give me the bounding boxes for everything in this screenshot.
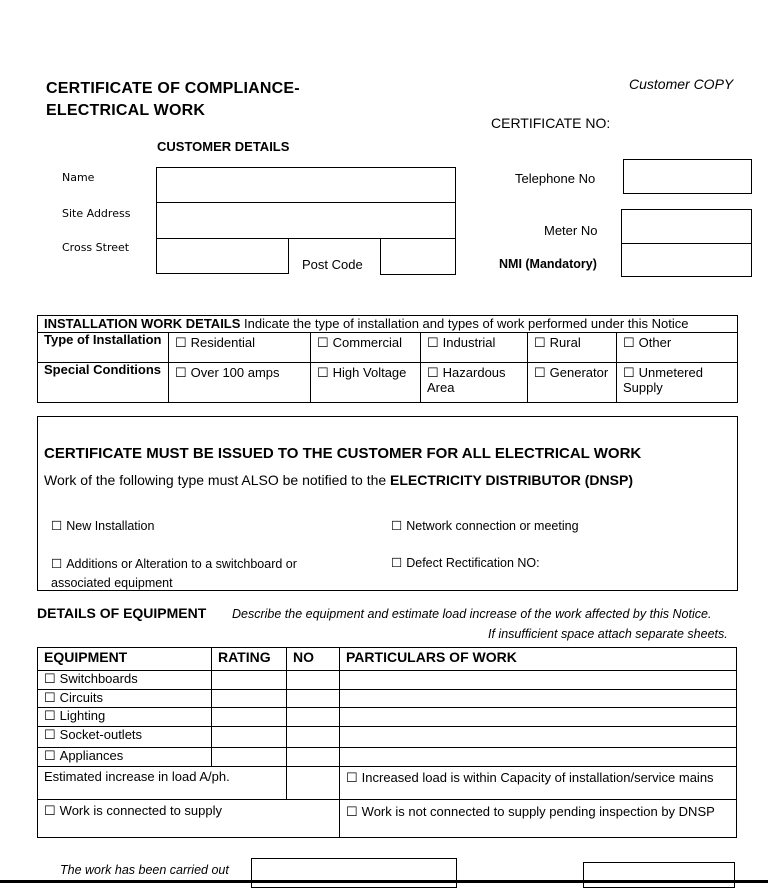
particulars-cell[interactable] <box>340 748 737 767</box>
option-additions-alteration[interactable]: ☐ Additions or Alteration to a switchboard or associated equipment <box>51 557 297 590</box>
nmi-label: NMI (Mandatory) <box>499 257 597 271</box>
telephone-field[interactable] <box>623 159 752 194</box>
type-option-industrial[interactable]: ☐ Industrial <box>421 333 528 363</box>
col-rating-header: RATING <box>212 648 287 671</box>
equipment-description-line-1: Describe the equipment and estimate load increase of the work affected by this Notice. <box>232 607 712 621</box>
type-of-installation-label: Type of Installation <box>38 333 169 363</box>
document-title <box>46 78 300 122</box>
rating-cell[interactable] <box>212 671 287 690</box>
equipment-item-appliances[interactable]: ☐ Appliances <box>38 748 212 767</box>
notification-heading: CERTIFICATE MUST BE ISSUED TO THE CUSTOMER FOR ALL ELECTRICAL WORK <box>44 445 642 462</box>
notification-subtext <box>44 472 633 488</box>
no-cell[interactable] <box>287 727 340 748</box>
no-cell[interactable] <box>287 671 340 690</box>
special-option-unmetered-supply[interactable]: ☐ Unmetered Supply <box>617 363 738 403</box>
particulars-cell[interactable] <box>340 671 737 690</box>
col-no-header: NO <box>287 648 340 671</box>
post-code-label: Post Code <box>302 257 363 272</box>
name-field[interactable] <box>156 167 456 203</box>
title-line-1: CERTIFICATE OF COMPLIANCE- <box>46 80 300 97</box>
title-line-2: ELECTRICAL WORK <box>46 102 206 119</box>
option-network-connection[interactable]: ☐ Network connection or meeting <box>391 519 579 533</box>
type-option-rural[interactable]: ☐ Rural <box>528 333 617 363</box>
special-conditions-label: Special Conditions <box>38 363 169 403</box>
equipment-item-socket-outlets[interactable]: ☐ Socket-outlets <box>38 727 212 748</box>
page-bottom-edge <box>0 880 768 883</box>
notification-subtext-plain: Work of the following type must ALSO be notified to the <box>44 472 391 488</box>
particulars-cell[interactable] <box>340 708 737 727</box>
option-defect-rectification[interactable]: ☐ Defect Rectification NO: <box>391 556 540 570</box>
rating-cell[interactable] <box>212 690 287 708</box>
no-cell[interactable] <box>287 690 340 708</box>
equipment-item-lighting[interactable]: ☐ Lighting <box>38 708 212 727</box>
estimated-load-value[interactable] <box>287 767 340 800</box>
type-option-residential[interactable]: ☐ Residential <box>169 333 311 363</box>
equipment-description-line-2: If insufficient space attach separate sheets. <box>488 627 728 641</box>
increased-load-checkbox[interactable]: ☐ Increased load is within Capacity of installation/service mains <box>340 767 737 800</box>
site-address-label: Site Address <box>62 207 131 220</box>
special-option-over-100-amps[interactable]: ☐ Over 100 amps <box>169 363 311 403</box>
no-cell[interactable] <box>287 748 340 767</box>
nmi-field[interactable] <box>621 243 752 277</box>
name-label: Name <box>62 171 95 184</box>
installation-heading <box>38 316 738 333</box>
type-option-commercial[interactable]: ☐ Commercial <box>311 333 421 363</box>
special-option-hazardous-area[interactable]: ☐ Hazardous Area <box>421 363 528 403</box>
particulars-cell[interactable] <box>340 727 737 748</box>
col-particulars-header: PARTICULARS OF WORK <box>340 648 737 671</box>
rating-cell[interactable] <box>212 708 287 727</box>
equipment-item-circuits[interactable]: ☐ Circuits <box>38 690 212 708</box>
equipment-heading: DETAILS OF EQUIPMENT <box>37 605 207 621</box>
site-address-field[interactable] <box>156 202 456 239</box>
col-equipment-header: EQUIPMENT <box>38 648 212 671</box>
rating-cell[interactable] <box>212 727 287 748</box>
carried-out-label: The work has been carried out <box>60 863 229 877</box>
installation-heading-text: Indicate the type of installation and types of work performed under this Notice <box>240 316 689 331</box>
notification-subtext-bold: ELECTRICITY DISTRIBUTOR (DNSP) <box>390 472 633 488</box>
work-not-connected-checkbox[interactable]: ☐ Work is not connected to supply pending inspection by DNSP <box>340 800 737 838</box>
particulars-cell[interactable] <box>340 690 737 708</box>
meter-field[interactable] <box>621 209 752 244</box>
rating-cell[interactable] <box>212 748 287 767</box>
cross-street-field[interactable] <box>156 238 289 274</box>
estimated-load-label: Estimated increase in load A/ph. <box>38 767 287 800</box>
licence-field[interactable] <box>583 862 735 888</box>
post-code-field[interactable] <box>380 238 456 275</box>
equipment-item-switchboards[interactable]: ☐ Switchboards <box>38 671 212 690</box>
installation-table <box>37 315 738 403</box>
cross-street-label: Cross Street <box>62 241 130 254</box>
telephone-label: Telephone No <box>515 171 596 186</box>
option-new-installation[interactable]: ☐ New Installation <box>51 519 155 533</box>
special-option-generator[interactable]: ☐ Generator <box>528 363 617 403</box>
copy-label: Customer COPY <box>629 76 734 92</box>
certificate-no-label: CERTIFICATE NO: <box>491 115 611 131</box>
type-option-other[interactable]: ☐ Other <box>617 333 738 363</box>
customer-details-heading: CUSTOMER DETAILS <box>157 139 290 154</box>
meter-label: Meter No <box>544 223 598 238</box>
no-cell[interactable] <box>287 708 340 727</box>
work-connected-checkbox[interactable]: ☐ Work is connected to supply <box>38 800 340 838</box>
special-option-high-voltage[interactable]: ☐ High Voltage <box>311 363 421 403</box>
installation-heading-bold: INSTALLATION WORK DETAILS <box>44 316 241 331</box>
equipment-table <box>37 647 737 838</box>
